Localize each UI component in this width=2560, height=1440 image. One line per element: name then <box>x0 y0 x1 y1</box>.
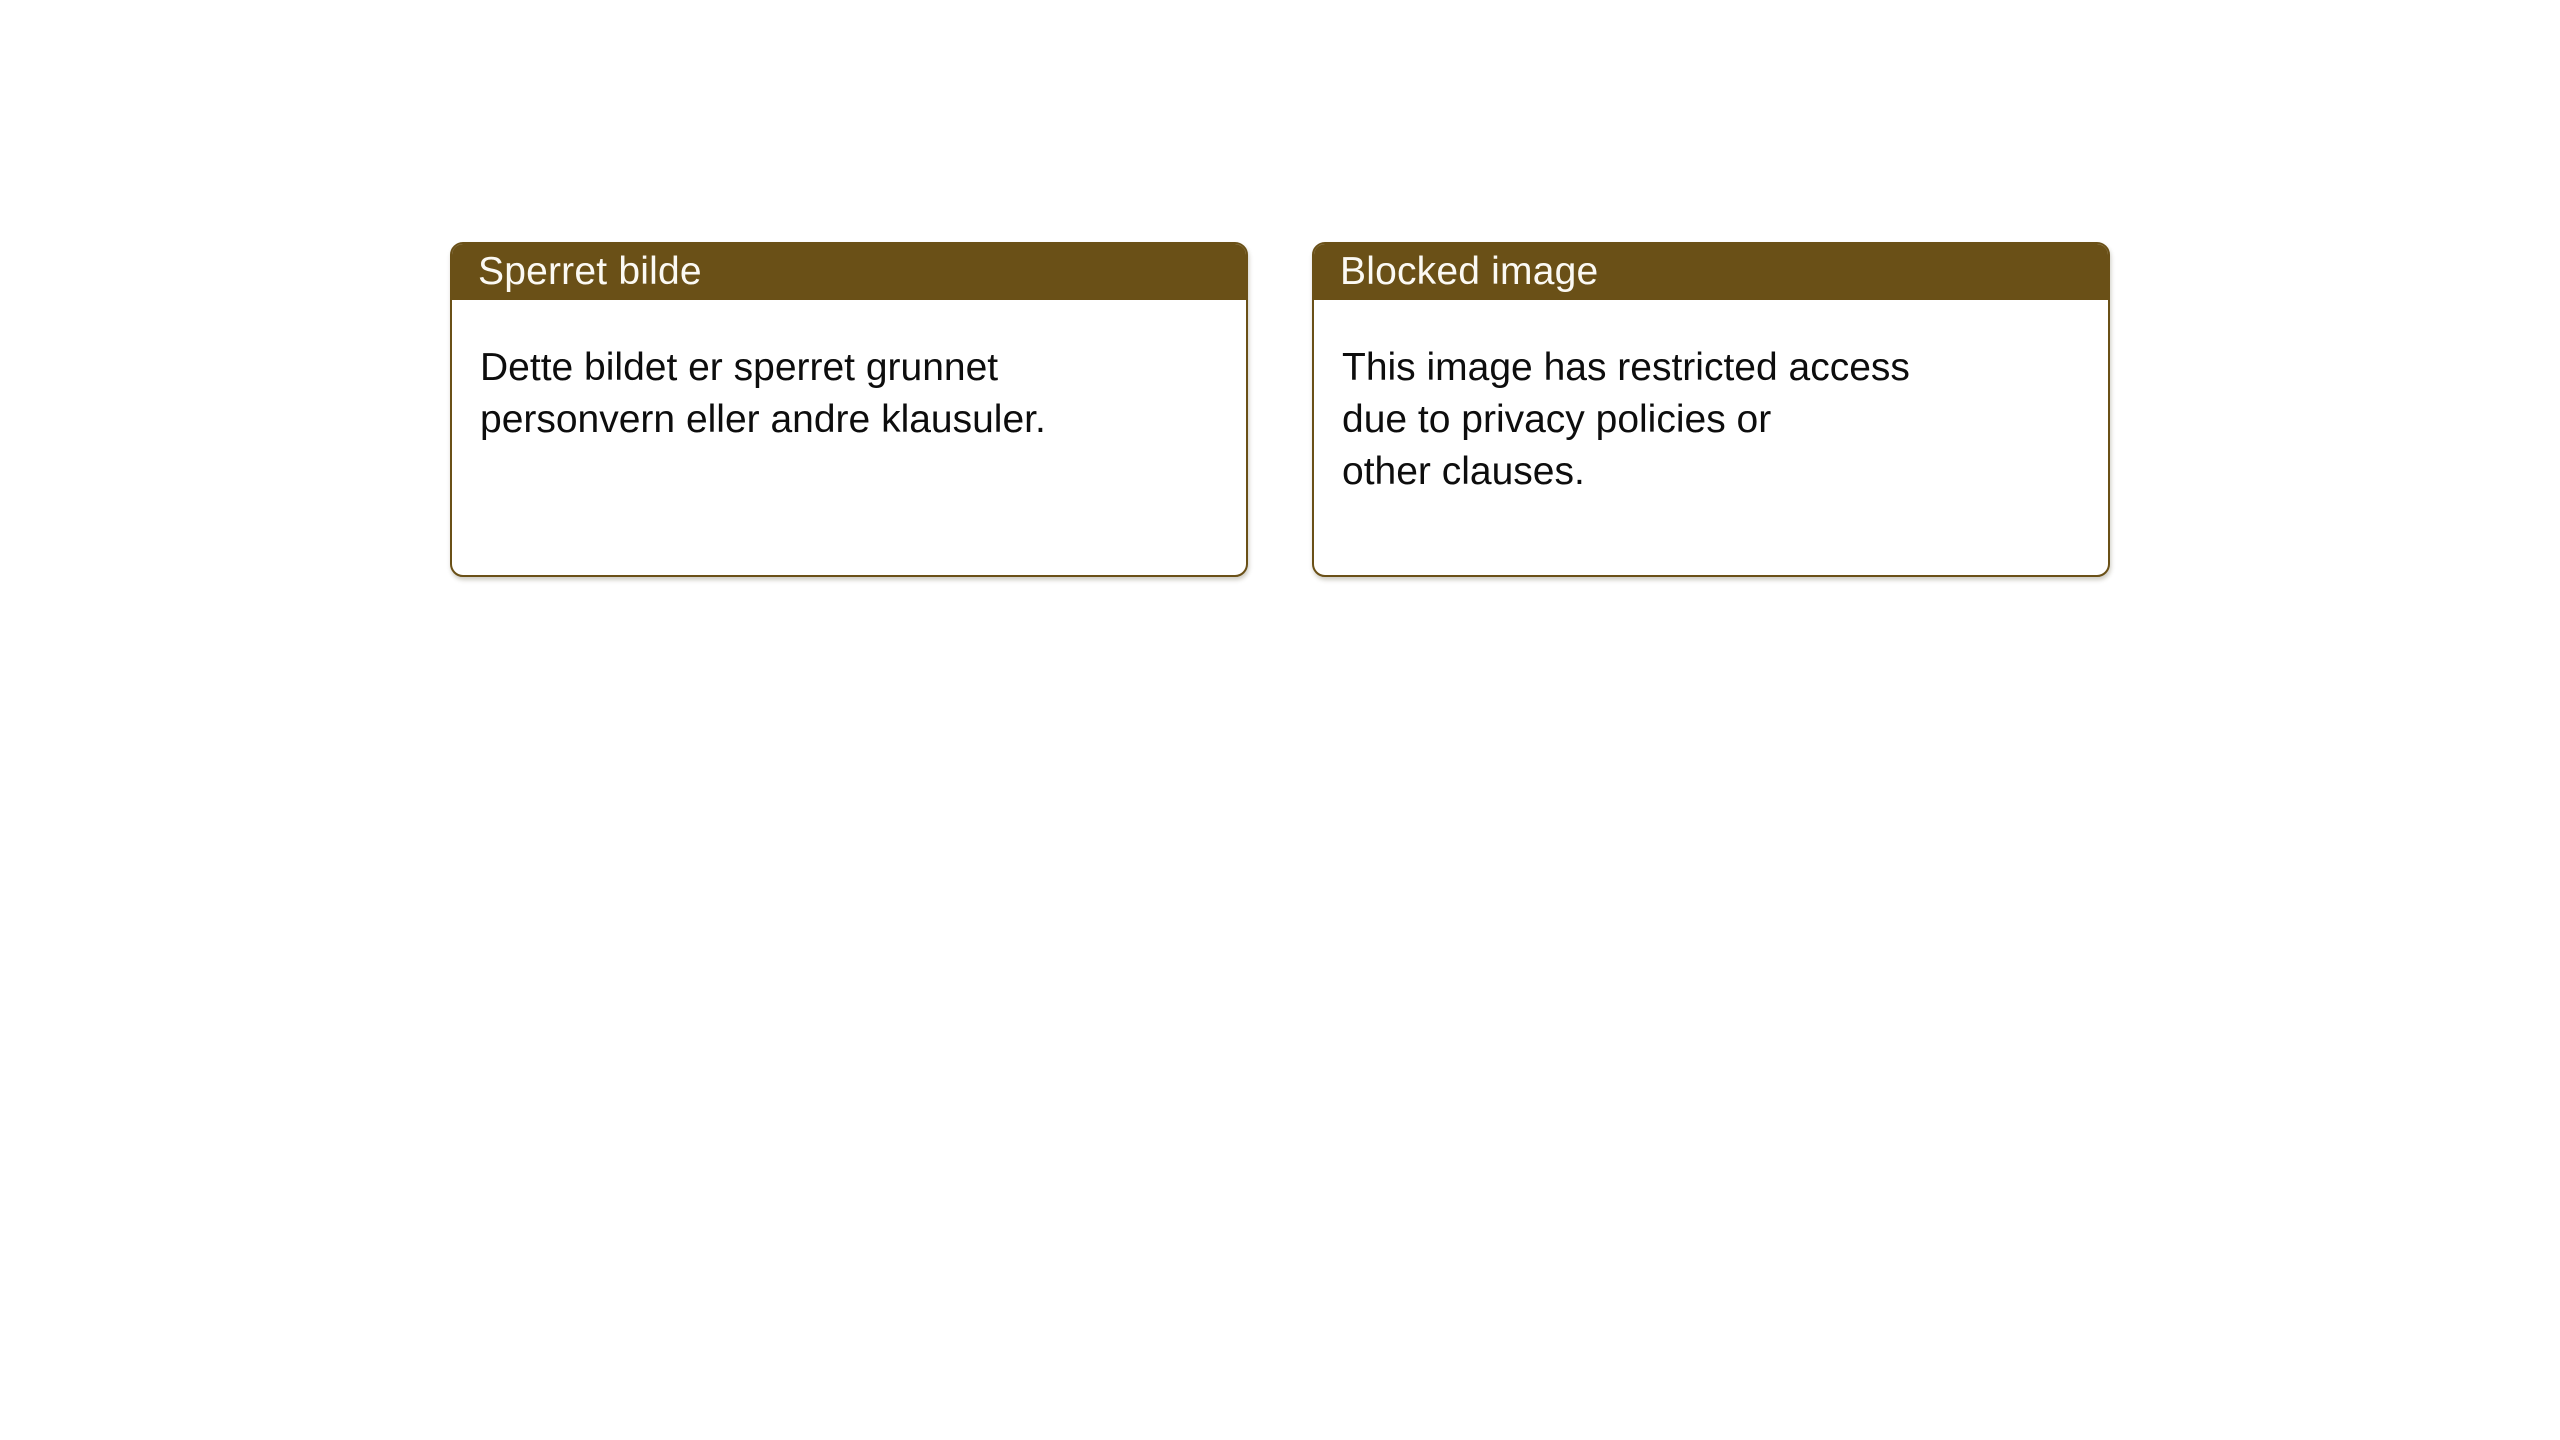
card-body-norwegian <box>452 300 1246 446</box>
card-header-norwegian <box>452 244 1246 300</box>
card-body-line: due to privacy policies or <box>1342 398 1772 441</box>
card-body-line: personvern eller andre klausuler. <box>480 398 1046 441</box>
blocked-image-card-norwegian <box>450 242 1248 577</box>
card-title-norwegian: Sperret bilde <box>478 250 702 293</box>
card-header-english <box>1314 244 2108 300</box>
card-body-line: other clauses. <box>1342 450 1585 493</box>
card-title-english: Blocked image <box>1340 250 1599 293</box>
card-body-line: This image has restricted access <box>1342 346 1910 389</box>
blocked-image-card-english <box>1312 242 2110 577</box>
card-body-line: Dette bildet er sperret grunnet <box>480 346 999 389</box>
card-body-english <box>1314 300 2108 498</box>
